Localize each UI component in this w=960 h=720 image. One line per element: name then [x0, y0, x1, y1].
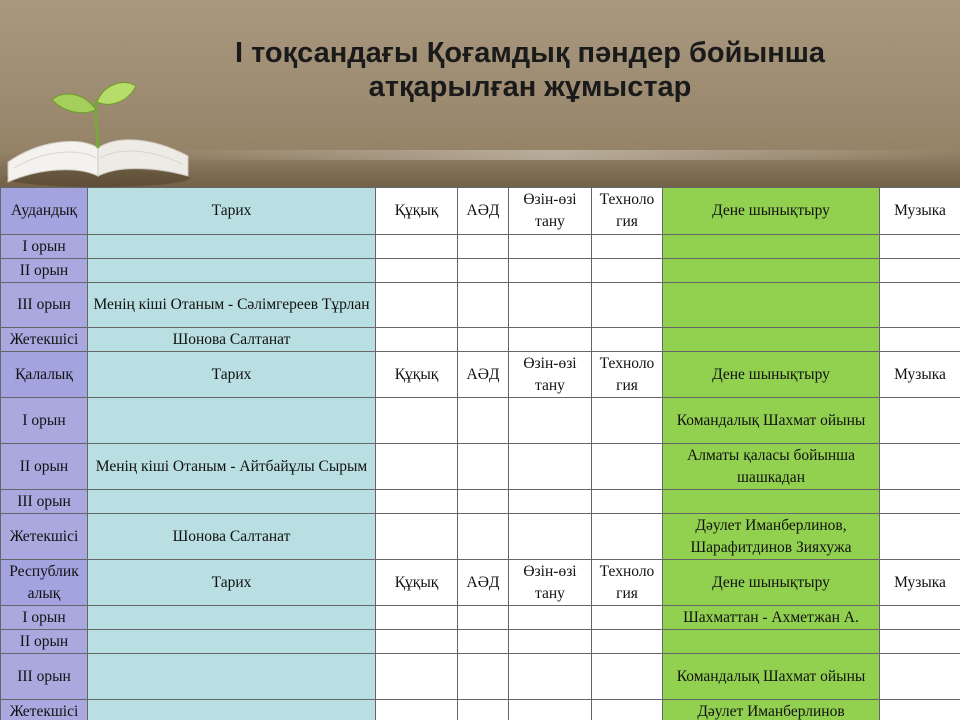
header-banner — [0, 0, 960, 188]
table-cell — [592, 630, 663, 654]
table-cell — [663, 235, 880, 259]
table-cell — [458, 259, 509, 283]
table-cell — [880, 398, 960, 444]
table-cell: Тарих — [88, 352, 376, 398]
table-cell — [592, 259, 663, 283]
level-cell: Жетекшісі — [1, 328, 88, 352]
results-table-container — [0, 187, 960, 720]
table-cell — [592, 606, 663, 630]
table-cell — [663, 259, 880, 283]
table-cell: Тарих — [88, 188, 376, 235]
level-cell: Республик алық — [1, 560, 88, 606]
table-cell — [376, 606, 458, 630]
table-cell — [880, 606, 960, 630]
table-cell — [376, 654, 458, 700]
page-title — [160, 36, 900, 104]
table-cell: АӘД — [458, 560, 509, 606]
table-cell — [458, 606, 509, 630]
table-row — [1, 398, 960, 444]
level-cell: ІІІ орын — [1, 654, 88, 700]
table-cell — [509, 283, 592, 328]
table-cell: Музыка — [880, 188, 960, 235]
table-cell — [592, 444, 663, 490]
table-cell: Шонова Салтанат — [88, 514, 376, 560]
table-cell — [458, 398, 509, 444]
table-row — [1, 235, 960, 259]
table-header-row — [1, 560, 960, 606]
table-cell — [509, 606, 592, 630]
table-cell: Құқық — [376, 352, 458, 398]
table-cell — [458, 700, 509, 720]
table-cell: Дене шынықтыру — [663, 188, 880, 235]
table-cell: Алматы қаласы бойынша шашкадан — [663, 444, 880, 490]
banner-light-ray — [150, 150, 960, 160]
table-cell — [88, 606, 376, 630]
table-cell: Өзін-өзі тану — [509, 188, 592, 235]
table-cell: Техноло гия — [592, 352, 663, 398]
table-cell — [880, 235, 960, 259]
table-cell — [376, 398, 458, 444]
table-row — [1, 654, 960, 700]
table-cell: Құқық — [376, 560, 458, 606]
level-cell: І орын — [1, 235, 88, 259]
level-cell: Жетекшісі — [1, 700, 88, 720]
results-table — [0, 187, 960, 720]
table-row — [1, 630, 960, 654]
table-cell — [458, 283, 509, 328]
table-cell: Техноло гия — [592, 188, 663, 235]
table-cell — [376, 328, 458, 352]
table-cell — [509, 328, 592, 352]
table-row — [1, 700, 960, 720]
level-cell: Қалалық — [1, 352, 88, 398]
table-cell — [376, 490, 458, 514]
title-line-2: атқарылған жұмыстар — [368, 71, 692, 103]
table-cell — [376, 700, 458, 720]
level-cell: Жетекшісі — [1, 514, 88, 560]
table-row — [1, 328, 960, 352]
table-cell — [592, 700, 663, 720]
level-cell: ІІ орын — [1, 259, 88, 283]
level-cell: І орын — [1, 398, 88, 444]
table-cell: Өзін-өзі тану — [509, 560, 592, 606]
table-cell — [509, 398, 592, 444]
table-cell: Тарих — [88, 560, 376, 606]
table-cell — [458, 630, 509, 654]
level-cell: ІІ орын — [1, 630, 88, 654]
table-cell — [880, 444, 960, 490]
table-cell — [880, 630, 960, 654]
table-row — [1, 259, 960, 283]
table-cell — [663, 630, 880, 654]
table-cell: Музыка — [880, 560, 960, 606]
table-cell — [458, 514, 509, 560]
table-cell — [376, 444, 458, 490]
table-cell: Командалық Шахмат ойыны — [663, 398, 880, 444]
table-header-row — [1, 188, 960, 235]
table-cell — [509, 490, 592, 514]
table-cell — [592, 490, 663, 514]
table-cell — [458, 328, 509, 352]
table-cell — [88, 259, 376, 283]
table-cell: Құқық — [376, 188, 458, 235]
table-cell: Дәулет Иманберлинов — [663, 700, 880, 720]
table-cell — [509, 514, 592, 560]
table-cell: Менің кіші Отаным - Сәлімгереев Тұрлан — [88, 283, 376, 328]
table-row — [1, 606, 960, 630]
table-cell — [592, 398, 663, 444]
table-cell — [880, 700, 960, 720]
table-cell: Музыка — [880, 352, 960, 398]
table-header-row — [1, 352, 960, 398]
table-cell: Дене шынықтыру — [663, 352, 880, 398]
table-cell: Командалық Шахмат ойыны — [663, 654, 880, 700]
table-row — [1, 514, 960, 560]
table-cell — [880, 283, 960, 328]
table-cell — [509, 259, 592, 283]
table-cell — [376, 235, 458, 259]
table-cell — [88, 398, 376, 444]
table-cell — [592, 328, 663, 352]
table-cell — [880, 328, 960, 352]
table-cell — [458, 444, 509, 490]
table-cell — [663, 283, 880, 328]
level-cell: І орын — [1, 606, 88, 630]
table-cell — [376, 283, 458, 328]
table-row — [1, 490, 960, 514]
table-cell — [663, 490, 880, 514]
table-cell — [592, 654, 663, 700]
table-cell — [592, 514, 663, 560]
table-cell — [376, 514, 458, 560]
table-cell — [509, 700, 592, 720]
table-cell — [592, 235, 663, 259]
table-cell: Техноло гия — [592, 560, 663, 606]
table-cell — [880, 514, 960, 560]
table-cell: Шахматтан - Ахметжан А. — [663, 606, 880, 630]
level-cell: Аудандық — [1, 188, 88, 235]
table-cell — [458, 490, 509, 514]
table-cell: АӘД — [458, 188, 509, 235]
table-cell — [509, 444, 592, 490]
table-cell — [880, 259, 960, 283]
level-cell: ІІІ орын — [1, 283, 88, 328]
table-cell: Өзін-өзі тану — [509, 352, 592, 398]
table-cell — [88, 654, 376, 700]
table-cell: Менің кіші Отаным - Айтбайұлы Сырым — [88, 444, 376, 490]
table-cell: Шонова Салтанат — [88, 328, 376, 352]
table-cell: Дәулет Иманберлинов, Шарафитдинов Зияхужа — [663, 514, 880, 560]
level-cell: ІІ орын — [1, 444, 88, 490]
table-cell — [509, 630, 592, 654]
table-cell — [663, 328, 880, 352]
table-cell — [376, 630, 458, 654]
table-cell — [880, 490, 960, 514]
title-line-1: І тоқсандағы Қоғамдық пәндер бойынша — [234, 37, 826, 69]
table-cell: АӘД — [458, 352, 509, 398]
table-cell — [88, 235, 376, 259]
level-cell: ІІІ орын — [1, 490, 88, 514]
table-cell — [592, 283, 663, 328]
table-cell — [376, 259, 458, 283]
table-row — [1, 444, 960, 490]
table-cell — [88, 490, 376, 514]
table-cell — [458, 654, 509, 700]
table-cell: Дене шынықтыру — [663, 560, 880, 606]
table-cell — [509, 235, 592, 259]
table-cell — [458, 235, 509, 259]
table-cell — [509, 654, 592, 700]
table-row — [1, 283, 960, 328]
table-cell — [88, 700, 376, 720]
table-cell — [880, 654, 960, 700]
table-cell — [88, 630, 376, 654]
